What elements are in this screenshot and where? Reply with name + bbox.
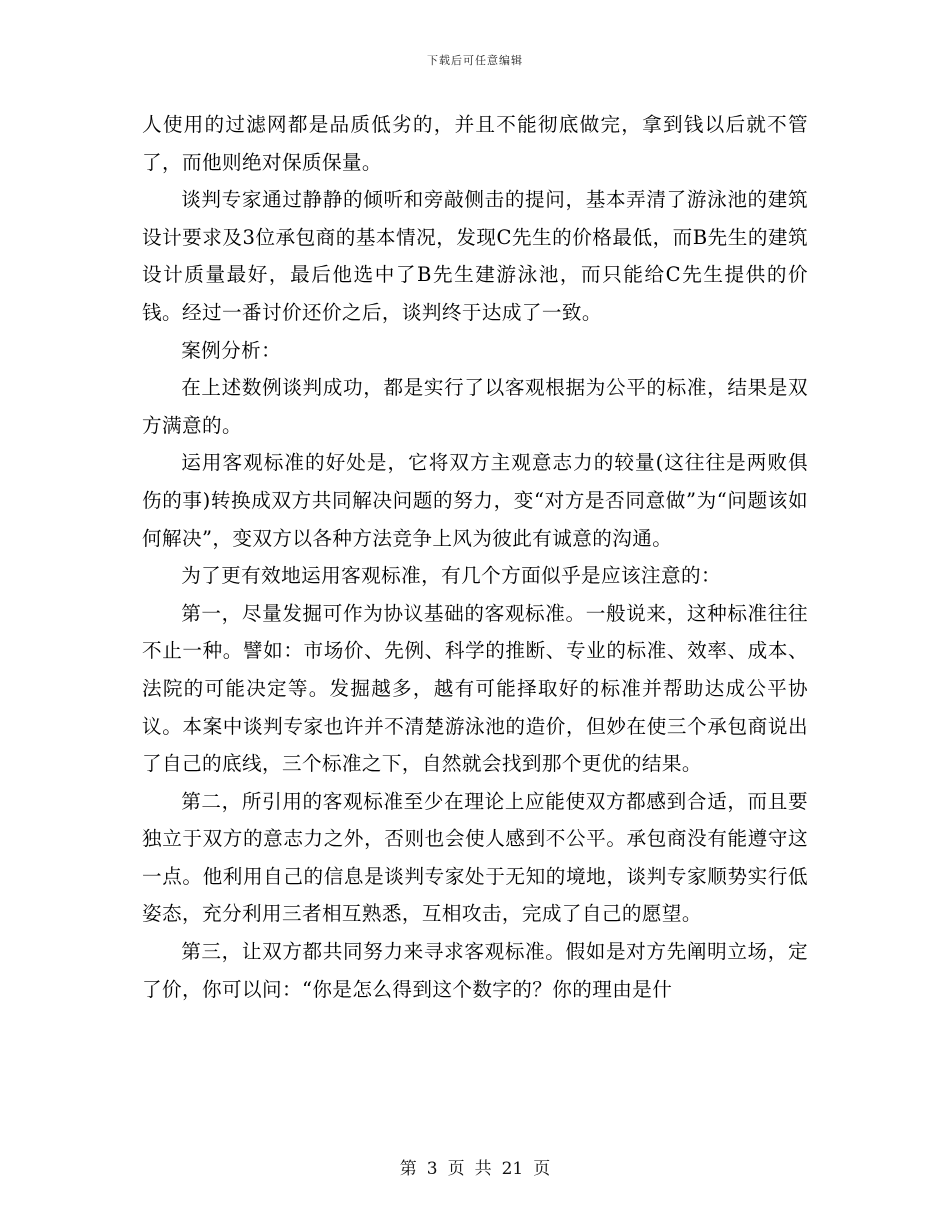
paragraph-9: 第三，让双方都共同努力来寻求客观标准。假如是对方先阐明立场，定了价，你可以问：“你是怎么得到这个数字的？你的理由是什: [142, 940, 808, 1001]
footer-current-page: 3: [426, 1159, 438, 1179]
footer-label-total-unit: 页: [533, 1159, 551, 1179]
paragraph-5: 运用客观标准的好处是，它将双方主观意志力的较量(这往往是两败俱伤的事)转换成双方共同解决问题的努力，变“对方是否同意做”为“问题该如何解决”，变双方以各种方法竞争上风为彼此有诚意的沟通。: [142, 451, 808, 550]
paragraph-1: 人使用的过滤网都是品质低劣的，并且不能彻底做完，拿到钱以后就不管了，而他则绝对保质保量。: [142, 113, 808, 174]
paragraph-3: 案例分析：: [181, 338, 282, 362]
paragraph-7: 第一，尽量发掘可作为协议基础的客观标准。一般说来，这种标准往往不止一种。譬如：市场价、先例、科学的推断、专业的标准、效率、成本、法院的可能决定等。发掘越多，越有可能择取好的标准并帮助达成公平协议。本案中谈判专家也许并不清楚游泳池的造价，但妙在使三个承包商说出了自己的底线，三个标准之下，自然就会找到那个更优的结果。: [142, 601, 808, 776]
document-body: [142, 106, 808, 1008]
paragraph-2: 谈判专家通过静静的倾听和旁敲侧击的提问，基本弄清了游泳池的建筑设计要求及3位承包商的基本情况，发现C先生的价格最低，而B先生的建筑设计质量最好，最后他选中了B先生建游泳池，而只能给C先生提供的价钱。经过一番讨价还价之后，谈判终于达成了一致。: [142, 188, 808, 324]
paragraph-4: 在上述数例谈判成功，都是实行了以客观根据为公平的标准，结果是双方满意的。: [142, 376, 808, 437]
footer-label-page: 第: [399, 1159, 417, 1179]
paragraph-6: 为了更有效地运用客观标准，有几个方面似乎是应该注意的：: [181, 564, 722, 588]
paragraph-8: 第二，所引用的客观标准至少在理论上应能使双方都感到合适，而且要独立于双方的意志力之外，否则也会使人感到不公平。承包商没有能遵守这一点。他利用自己的信息是谈判专家处于无知的境地，谈判专家顺势实行低姿态，充分利用三者相互熟悉，互相攻击，完成了自己的愿望。: [142, 789, 808, 926]
page-footer: [0, 1154, 950, 1179]
page-header: 下载后可任意编辑: [427, 54, 523, 67]
footer-label-total: 共: [474, 1159, 492, 1179]
footer-total-pages: 21: [501, 1159, 524, 1179]
footer-label-page-unit: 页: [447, 1159, 465, 1179]
